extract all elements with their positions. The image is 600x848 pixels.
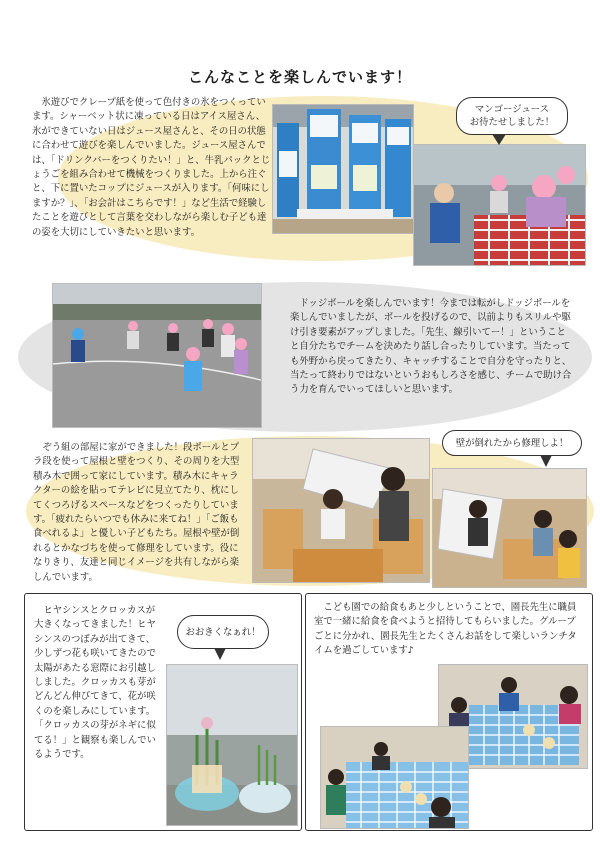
section4-speech-bubble: おおきくなぁれ！ [177,615,269,649]
section2-text: ドッジボールを楽しんでいます！今までは転がしドッジボールを楽しんでいましたが、ボールを投げるので、以前よりもスリルや駆け引き要素がアップしました。「先生、線引いてー！」ということと自分たちでチームを決めたり話し合ったりしています。当たっても外野から戻ってきたり、キャッチすることで自分を守ったりと、当たって終わりではないというおもしろさを感じ、チームで助け合う力を育んでいってほしいと思います。 [290,298,572,396]
section5-photo-lunch-2 [320,726,469,829]
section3-speech-bubble: 壁が倒れたから修理しよ！ [442,430,582,456]
section4-photo-hyacinth [166,664,298,826]
section1-speech-bubble: マンゴージュース お待たせしました！ [456,97,568,135]
section3-text: ぞう組の部屋に家ができました！段ボールとプラ段を使って屋根と壁をつくり、その周りを大型積み木で囲って家にしています。積み木にキャラクターの絵を貼ってテレビに見立てたり、枕にしてくつろげるスペースなどをつくったりしています。「疲れたらいつでも休みに来てね！」「ご飯も食べれるよ」と優しい子どもたち。屋根や壁が倒れるとかなづちを使って修理をしています。役になりきり、友達と同じイメージを共有しながら楽しんでいます。 [33,442,240,583]
section5-text: こども園での給食もあと少しということで、園長先生に職員室で一緒に給食を食べようと招待してもらいました。グループごとに分かれ、園長先生とたくさんお話をして楽しいランチタイムを過ごしています♪ [314,602,577,657]
section3-photo-house [252,438,430,583]
section3-photo-repair [432,468,587,588]
section4-bubble-tail [214,648,226,660]
section1-bubble-tail [492,134,506,145]
section1-photo-milk-cartons [272,104,414,234]
section4-text: ヒヤシンスとクロッカスが大きくなってきました！ヒヤシンスのつぼみが出てきて、少しずつ花も咲いてきたので太陽があたる窓際にお引越ししました。クロッカスも芽がどんどん伸びてきて、花が咲くのを楽しみにしています。「クロッカスの芽がネギに似てる！」と観察も楽しんでいるようです。 [34,605,156,761]
section1-text: 氷遊びでクレープ紙を使って色付きの氷をつくっています。シャーベット状に凍っている日はアイス屋さん、氷ができていない日はジュース屋さんと、その日の状態に合わせて遊びを楽しんでいました。ジュース屋さんでは、「ドリンクバーをつくりたい！」と、牛乳パックとじょうごを組み合わせて機械をつくりました。上から注ぐと、下に置いたコップにジュースが入ります。「何味にしますか？」、「お会計はこちらです！」など生活で経験したことを遊びとして言葉を交わしながら楽しむ子ども達の姿を大切にしていきたいと思います。 [32,97,271,238]
section2-photo-dodgeball [52,283,262,428]
page-title: こんなことを楽しんでいます！ [187,68,412,86]
section3-bubble-tail [540,455,552,467]
section1-photo-juice-shop [413,144,586,266]
